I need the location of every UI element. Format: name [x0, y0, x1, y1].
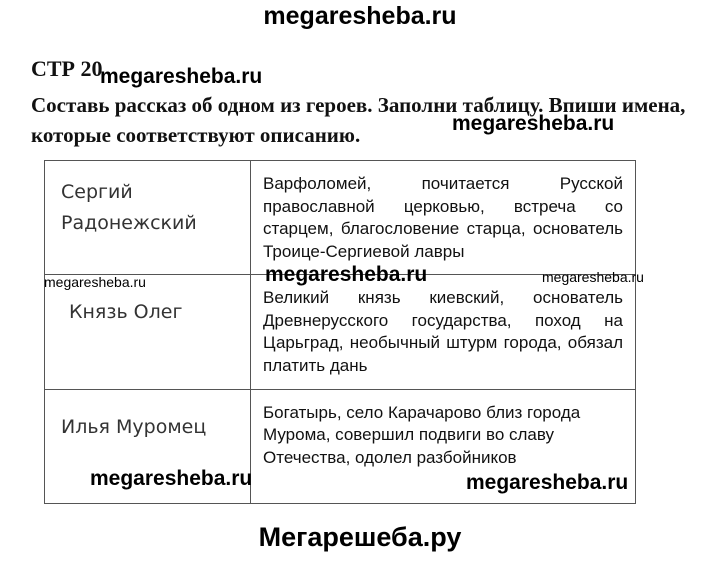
hero-name: Сергий Радонежский: [61, 181, 197, 234]
watermark-task: megaresheba.ru: [452, 112, 615, 135]
table-row: [45, 161, 636, 275]
heroes-table: [44, 160, 636, 504]
watermark-top: megaresheba.ru: [263, 2, 457, 30]
watermark-small-left: megaresheba.ru: [44, 274, 146, 290]
table-row: [45, 275, 636, 389]
task-text: Составь рассказ об одном из героев. Заполни таблицу. Впиши имена, которые соответствуют описанию.: [31, 93, 686, 147]
description-cell: [251, 161, 636, 275]
watermark-page-label: megaresheba.ru: [100, 65, 263, 88]
page-label: СТР 20: [31, 56, 103, 81]
hero-name: Князь Олег: [69, 301, 183, 324]
hero-description: Великий князь киевский, основатель Древнерусского государства, поход на Царьград, необычный штурм города, обязал платить дань: [263, 288, 623, 375]
watermark-bottom-right: megaresheba.ru: [466, 471, 629, 494]
watermark-bottom-left: megaresheba.ru: [90, 467, 253, 490]
name-cell: [45, 275, 251, 389]
description-cell: [251, 275, 636, 389]
watermark-table-middle: megaresheba.ru: [265, 263, 428, 286]
name-cell: [45, 161, 251, 275]
watermark-small-right: megaresheba.ru: [542, 269, 644, 285]
footer-watermark: Мегарешеба.ру: [258, 522, 462, 552]
hero-description: Варфоломей, почитается Русской православной церковью, встреча со старцем, благословение старца, основатель Троице-Сергиевой лавры: [263, 174, 623, 261]
hero-name: Илья Муромец: [61, 415, 207, 438]
hero-description: Богатырь, село Карачарово близ города Мурома, совершил подвиги во славу Отечества, одолел разбойников: [263, 402, 581, 467]
